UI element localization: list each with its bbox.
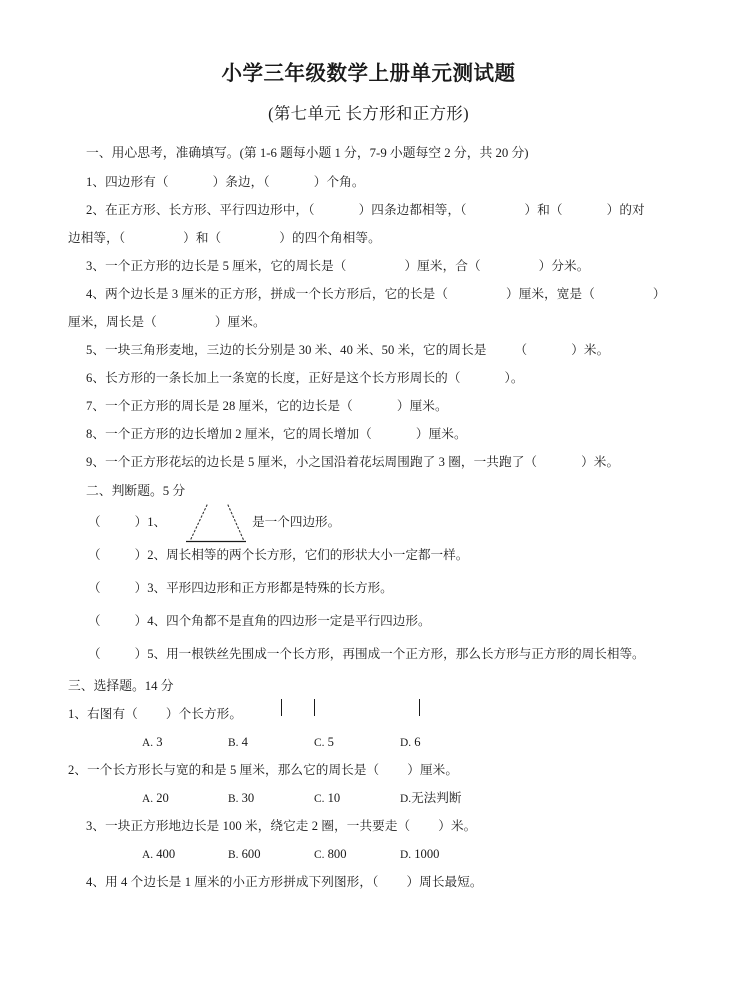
fill-item-3-text-a: 、一个正方形的边长是 5 厘米，它的周长是（	[92, 259, 347, 273]
judge-item-5-text: 用一根铁丝先围成一个长方形，再围成一个正方形，那么长方形与正方形的周长相等。	[166, 647, 645, 661]
fill-item-1	[68, 168, 672, 196]
fill-item-2-text-b: ）四条边都相等，（	[358, 203, 467, 217]
fill-item-9-text-a: 、一个正方形花坛的边长是 5 厘米，小之国沿着花坛周围跑了 3 圈，一共跑了（	[92, 455, 538, 469]
fill-item-2-wrap	[68, 224, 672, 252]
judge-item-1-paren-close: ）	[134, 515, 148, 529]
option-c[interactable]	[277, 840, 363, 869]
option-c-value: 800	[327, 847, 347, 861]
judge-item-5-paren-open: （	[88, 647, 101, 661]
fill-item-7-no: 7	[86, 399, 93, 413]
page-subtitle: (第七单元 长方形和正方形)	[268, 104, 469, 123]
option-c-value: 10	[327, 791, 341, 805]
option-c[interactable]	[277, 728, 363, 757]
choice-item-2-text-a: 、一个长方形长与宽的和是 5 厘米，那么它的周长是（	[74, 763, 380, 777]
option-d-value: 1000	[414, 847, 440, 861]
judge-item-4-no: 4、	[147, 614, 167, 628]
fill-item-9	[68, 448, 672, 476]
judge-item-2-paren-open: （	[88, 548, 101, 562]
option-a-label: A.	[142, 849, 154, 861]
page-title: 小学三年级数学上册单元测试题	[221, 63, 516, 85]
fill-item-8-no: 8	[86, 427, 93, 441]
choice-item-1-no: 1	[68, 707, 75, 721]
figure-tick-mark-3	[419, 699, 420, 716]
fill-item-2	[68, 196, 672, 224]
option-d-label: D.	[400, 849, 412, 861]
fill-item-9-no: 9	[86, 455, 93, 469]
choice-item-2-options	[68, 784, 672, 813]
fill-item-5-text-c: ）米。	[571, 343, 610, 357]
fill-item-5-text-b: （	[514, 343, 528, 357]
option-d[interactable]	[363, 840, 449, 869]
fill-item-3-no: 3	[86, 259, 93, 273]
choice-item-2	[68, 757, 672, 784]
option-b-label: B.	[228, 737, 239, 749]
judge-item-4-paren-close: ）	[134, 614, 148, 628]
choice-item-3-options	[68, 840, 672, 869]
fill-item-7-text-b: ）厘米。	[396, 399, 448, 413]
option-d[interactable]	[363, 784, 461, 813]
option-d[interactable]	[363, 728, 449, 757]
fill-item-1-text-a: 、四边形有（	[92, 175, 169, 189]
option-b-label: B.	[228, 793, 239, 805]
choice-item-4-text-a: 、用 4 个边长是 1 厘米的小正方形拼成下列图形，（	[92, 875, 379, 889]
choice-item-2-no: 2	[68, 763, 75, 777]
option-b-value: 30	[241, 791, 255, 805]
fill-item-2-text-a: 、在正方形、长方形、平行四边形中，（	[92, 203, 315, 217]
judge-item-1	[68, 506, 672, 539]
choice-item-3-text-b: ）米。	[438, 819, 477, 833]
figure-tick-mark-2	[314, 699, 315, 716]
fill-item-2-text-c: ）和（	[524, 203, 563, 217]
section-one-heading: 一、用心思考，准确填写。(第 1-6 题每小题 1 分，7-9 小题每空 2 分，共 20 分)	[86, 146, 529, 160]
fill-item-8	[68, 420, 672, 448]
fill-item-3	[68, 252, 672, 280]
fill-item-5-text-a: 、一块三角形麦地，三边的长分别是 30 米、40 米、50 米，它的周长是	[92, 343, 487, 357]
fill-item-2-text-d: ）的对	[606, 203, 645, 217]
option-b-value: 600	[241, 847, 261, 861]
judge-item-1-no: 1、	[147, 515, 167, 529]
fill-item-5	[68, 336, 672, 364]
judge-item-2-text: 周长相等的两个长方形，它们的形状大小一定都一样。	[166, 548, 469, 562]
option-a-value: 3	[156, 735, 163, 749]
judge-item-3-paren-close: ）	[134, 581, 148, 595]
option-b[interactable]	[191, 728, 277, 757]
option-b-value: 4	[241, 735, 248, 749]
fill-item-7	[68, 392, 672, 420]
judge-item-2	[68, 539, 672, 572]
choice-item-3-no: 3	[86, 819, 93, 833]
paper-body	[68, 138, 672, 896]
judge-item-3-text: 平形四边形和正方形都是特殊的长方形。	[166, 581, 393, 595]
fill-item-1-no: 1	[86, 175, 93, 189]
section-three-heading: 三、选择题。14 分	[68, 679, 174, 693]
choice-item-1-text-a: 、右图有（	[74, 707, 138, 721]
choice-item-1-text-b: ）个长方形。	[165, 707, 243, 721]
option-a-label: A.	[142, 737, 154, 749]
fill-item-7-text-a: 、一个正方形的周长是 28 厘米，它的边长是（	[92, 399, 353, 413]
fill-item-9-text-b: ）米。	[581, 455, 620, 469]
option-d-value: 无法判断	[411, 791, 462, 805]
option-a[interactable]	[105, 728, 191, 757]
fill-item-4-wrap	[68, 308, 672, 336]
option-b[interactable]	[191, 784, 277, 813]
judge-item-5-no: 5、	[147, 647, 167, 661]
section-two-heading: 二、判断题。5 分	[86, 484, 186, 498]
judge-item-5	[68, 638, 672, 671]
judge-item-3	[68, 572, 672, 605]
fill-item-5-no: 5	[86, 343, 93, 357]
option-d-label: D.	[400, 793, 412, 805]
option-a-value: 20	[156, 791, 169, 805]
choice-item-4-text-b: ）周长最短。	[406, 875, 483, 889]
option-a-label: A.	[142, 793, 154, 805]
fill-item-4-wrap-b: ）厘米。	[214, 315, 266, 329]
judge-item-3-no: 3、	[147, 581, 167, 595]
judge-item-2-paren-close: ）	[134, 548, 148, 562]
fill-item-4-text-b: ）厘米，宽是（	[506, 287, 595, 301]
fill-item-4-text-a: 、两个边长是 3 厘米的正方形，拼成一个长方形后，它的长是（	[92, 287, 449, 301]
fill-item-2-wrap-c: ）的四个角相等。	[279, 231, 381, 245]
figure-tick-mark-1	[281, 699, 282, 716]
fill-item-6-text-a: 、长方形的一条长加上一条宽的长度，正好是这个长方形周长的（	[92, 371, 461, 385]
option-c-label: C.	[314, 849, 325, 861]
judge-item-4-text: 四个角都不是直角的四边形一定是平行四边形。	[166, 614, 431, 628]
judge-item-1-text: 是一个四边形。	[252, 515, 341, 529]
option-d-label: D.	[400, 737, 412, 749]
judge-item-4	[68, 605, 672, 638]
choice-item-3-text-a: 、一块正方形地边长是 100 米，绕它走 2 圈，一共要走（	[92, 819, 411, 833]
choice-item-1	[68, 701, 672, 728]
fill-item-2-no: 2	[86, 203, 93, 217]
fill-item-6	[68, 364, 672, 392]
option-d-value: 6	[414, 735, 421, 749]
option-a[interactable]	[105, 784, 191, 813]
judge-item-5-paren-close: ）	[134, 647, 148, 661]
option-c-value: 5	[327, 735, 334, 749]
choice-item-2-text-b: ）厘米。	[407, 763, 459, 777]
judge-item-1-paren-open: （	[88, 515, 101, 529]
fill-item-6-no: 6	[86, 371, 93, 385]
fill-item-3-text-b: ）厘米，合（	[404, 259, 481, 273]
option-c-label: C.	[314, 737, 325, 749]
fill-item-1-text-c: ）个角。	[313, 175, 365, 189]
choice-item-3	[68, 813, 672, 840]
fill-item-1-text-b: ）条边，（	[212, 175, 270, 189]
option-c[interactable]	[277, 784, 363, 813]
option-a-value: 400	[156, 847, 176, 861]
judge-item-4-paren-open: （	[88, 614, 101, 628]
choice-item-4-no: 4	[86, 875, 93, 889]
fill-item-8-text-a: 、一个正方形的边长增加 2 厘米，它的周长增加（	[92, 427, 372, 441]
choice-item-4	[68, 869, 672, 896]
choice-item-1-options	[68, 728, 672, 757]
option-b[interactable]	[191, 840, 277, 869]
fill-item-6-text-b: ）。	[504, 371, 524, 385]
judge-item-2-no: 2、	[147, 548, 167, 562]
judge-item-3-paren-open: （	[88, 581, 101, 595]
fill-item-8-text-b: ）厘米。	[415, 427, 467, 441]
fill-item-2-wrap-b: ）和（	[183, 231, 222, 245]
option-a[interactable]	[105, 840, 191, 869]
fill-item-4-wrap-a: 厘米，周长是（	[68, 315, 157, 329]
fill-item-3-text-c: ）分米。	[538, 259, 590, 273]
fill-item-2-wrap-a: 边相等，（	[68, 231, 126, 245]
option-b-label: B.	[228, 849, 239, 861]
fill-item-4-no: 4	[86, 287, 93, 301]
fill-item-4: 4、两个边长是 3 厘米的正方形，拼成一个长方形后，它的长是（ ）厘米，宽是（ ）	[86, 287, 666, 301]
option-c-label: C.	[314, 793, 325, 805]
